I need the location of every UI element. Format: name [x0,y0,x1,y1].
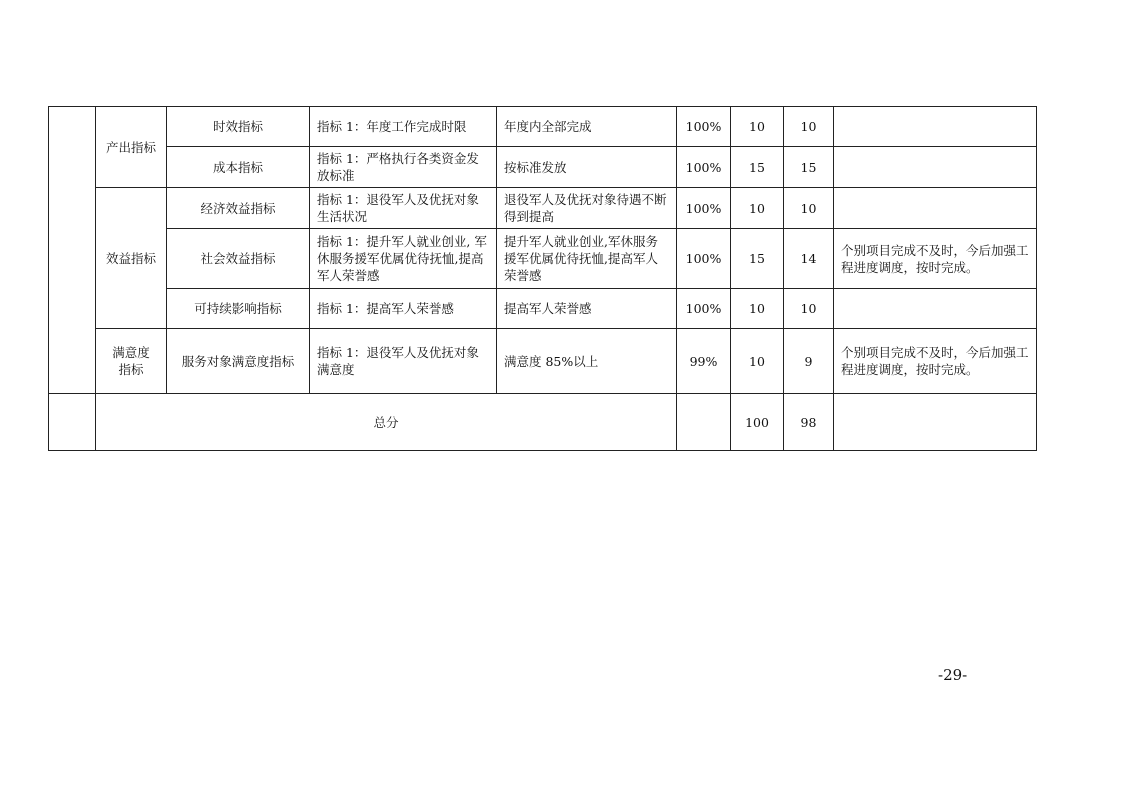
weight-cell: 10 [731,188,784,229]
actual-cell: 100% [677,107,731,147]
target-cell: 提升军人就业创业,军休服务援军优属优待抚恤,提高军人荣誉感 [497,229,677,289]
weight-cell: 10 [731,289,784,329]
score-cell: 10 [784,188,834,229]
page-number: -29- [938,666,968,684]
table-row [49,107,1037,147]
total-blank-cell [49,394,96,451]
sub-indicator-cell: 成本指标 [167,147,310,188]
total-label: 总分 [96,394,677,451]
indicator-cell: 指标 1：提高军人荣誉感 [310,289,497,329]
total-note-cell [834,394,1037,451]
table-row [49,289,1037,329]
indicator-cell: 指标 1：年度工作完成时限 [310,107,497,147]
indicator-cell: 指标 1：提升军人就业创业, 军休服务援军优属优待抚恤,提高军人荣誉感 [310,229,497,289]
note-cell: 个别项目完成不及时，今后加强工程进度调度，按时完成。 [834,329,1037,394]
note-cell [834,289,1037,329]
score-cell: 15 [784,147,834,188]
score-cell: 10 [784,107,834,147]
table-row [49,147,1037,188]
table-row [49,329,1037,394]
weight-cell: 15 [731,147,784,188]
performance-table [48,106,1037,451]
actual-cell: 100% [677,289,731,329]
actual-cell: 100% [677,147,731,188]
target-cell: 满意度 85%以上 [497,329,677,394]
sub-indicator-cell: 社会效益指标 [167,229,310,289]
score-cell: 14 [784,229,834,289]
sub-indicator-cell: 可持续影响指标 [167,289,310,329]
sub-indicator-cell: 时效指标 [167,107,310,147]
sub-indicator-cell: 服务对象满意度指标 [167,329,310,394]
note-cell [834,107,1037,147]
indicator-cell: 指标 1：退役军人及优抚对象生活状况 [310,188,497,229]
score-cell: 10 [784,289,834,329]
target-cell: 提高军人荣誉感 [497,289,677,329]
note-cell: 个别项目完成不及时，今后加强工程进度调度，按时完成。 [834,229,1037,289]
sub-indicator-cell: 经济效益指标 [167,188,310,229]
target-cell: 退役军人及优抚对象待遇不断得到提高 [497,188,677,229]
actual-cell: 100% [677,229,731,289]
indicator-cell: 指标 1：退役军人及优抚对象满意度 [310,329,497,394]
actual-cell: 100% [677,188,731,229]
score-cell: 9 [784,329,834,394]
actual-cell: 99% [677,329,731,394]
total-actual-cell [677,394,731,451]
weight-cell: 15 [731,229,784,289]
weight-cell: 10 [731,107,784,147]
category-cell: 满意度指标 [96,329,167,394]
note-cell [834,188,1037,229]
total-weight-cell: 100 [731,394,784,451]
target-cell: 按标准发放 [497,147,677,188]
table-row [49,229,1037,289]
category-cell: 效益指标 [96,188,167,329]
total-row [49,394,1037,451]
category-cell: 产出指标 [96,107,167,188]
first-level-cell [49,107,96,394]
target-cell: 年度内全部完成 [497,107,677,147]
weight-cell: 10 [731,329,784,394]
table-row [49,188,1037,229]
note-cell [834,147,1037,188]
total-score-cell: 98 [784,394,834,451]
indicator-cell: 指标 1：严格执行各类资金发放标准 [310,147,497,188]
